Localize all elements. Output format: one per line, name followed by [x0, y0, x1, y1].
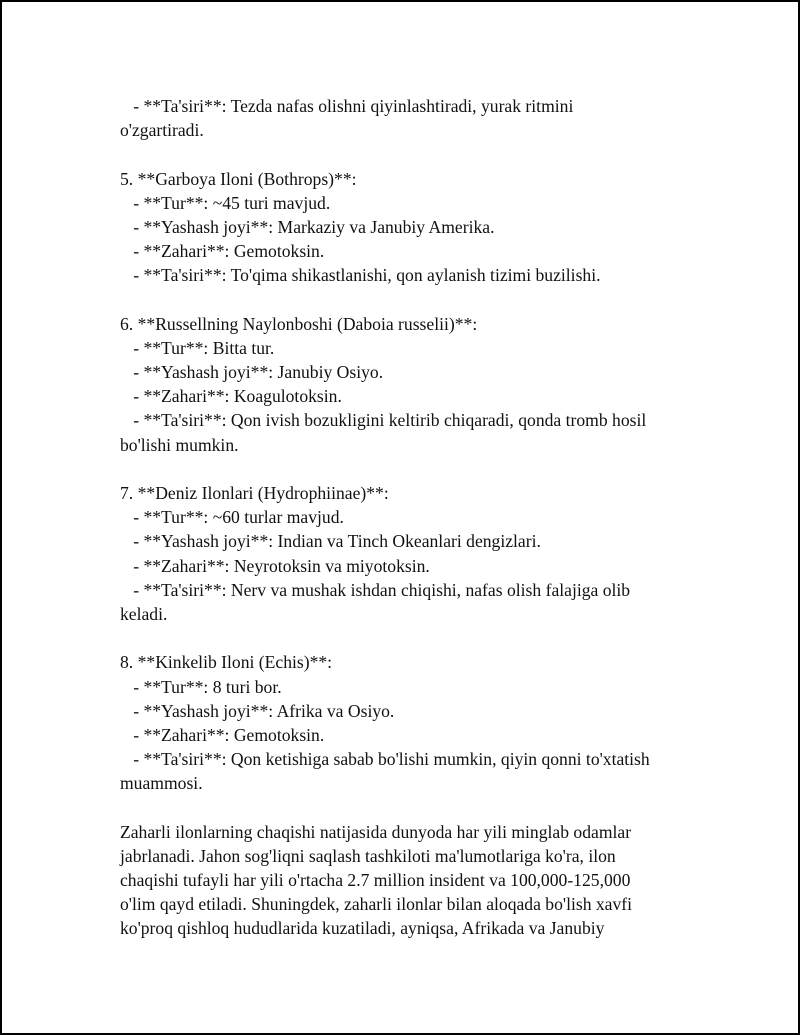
text-line: bo'lishi mumkin.	[120, 434, 239, 455]
text-line: 7. **Deniz Ilonlari (Hydrophiinae)**:	[120, 483, 389, 503]
text-line: - **Ta'siri**: To'qima shikastlanishi, qon aylanish tizimi buzilishi.	[120, 265, 601, 286]
blank-line	[120, 795, 682, 819]
text-line: - **Ta'siri**: Nerv va mushak ishdan chiqishi, nafas olish falajiga olib	[120, 579, 631, 600]
text-line: - **Zahari**: Neyrotoksin va miyotoksin.	[120, 555, 430, 576]
text-line: - **Yashash joyi**: Afrika va Osiyo.	[120, 700, 395, 721]
blank-line	[120, 457, 682, 481]
text-line: - **Tur**: ~45 turi mavjud.	[120, 192, 331, 213]
text-line: - **Yashash joyi**: Markaziy va Janubiy Amerika.	[120, 216, 495, 237]
blank-line	[120, 288, 682, 312]
text-line: 8. **Kinkelib Iloni (Echis)**:	[120, 652, 333, 673]
text-line: - **Tur**: 8 turi bor.	[120, 676, 282, 697]
text-line: muammosi.	[120, 773, 203, 794]
text-line: Zaharli ilonlarning chaqishi natijasida dunyoda har yili minglab odamlar	[120, 821, 632, 842]
text-line: - **Ta'siri**: Qon ivish bozukligini keltirib chiqaradi, qonda tromb hosil	[120, 410, 647, 431]
text-line: - **Yashash joyi**: Indian va Tinch Okeanlari dengizlari.	[120, 531, 541, 552]
text-line: o'lim qayd etiladi. Shuningdek, zaharli ilonlar bilan aloqada bo'lish xavfi	[120, 894, 633, 915]
text-line: - **Tur**: ~60 turlar mavjud.	[120, 507, 344, 528]
text-line: jabrlanadi. Jahon sog'liqni saqlash tashkiloti ma'lumotlariga ko'ra, ilon	[120, 845, 616, 866]
text-line: - **Zahari**: Gemotoksin.	[120, 241, 325, 262]
text-line: o'zgartiradi.	[120, 120, 204, 141]
text-line: ko'proq qishloq hududlarida kuzatiladi, ayniqsa, Afrikada va Janubiy	[120, 918, 605, 939]
text-line: 5. **Garboya Iloni (Bothrops)**:	[120, 168, 357, 189]
text-line: - **Ta'siri**: Tezda nafas olishni qiyinlashtiradi, yurak ritmini	[120, 96, 574, 116]
text-line: 6. **Russellning Naylonboshi (Daboia russelii)**:	[120, 313, 478, 334]
text-line: - **Tur**: Bitta tur.	[120, 337, 275, 358]
text-line: - **Zahari**: Koagulotoksin.	[120, 386, 342, 407]
blank-line	[120, 142, 682, 166]
document-body	[120, 94, 682, 941]
text-line: - **Ta'siri**: Qon ketishiga sabab bo'lishi mumkin, qiyin qonni to'xtatish	[120, 749, 650, 770]
text-line: chaqishi tufayli har yili o'rtacha 2.7 million insident va 100,000-125,000	[120, 870, 631, 890]
blank-line	[120, 626, 682, 650]
text-line: - **Yashash joyi**: Janubiy Osiyo.	[120, 362, 384, 383]
text-line: - **Zahari**: Gemotoksin.	[120, 724, 325, 745]
text-line: keladi.	[120, 603, 168, 624]
